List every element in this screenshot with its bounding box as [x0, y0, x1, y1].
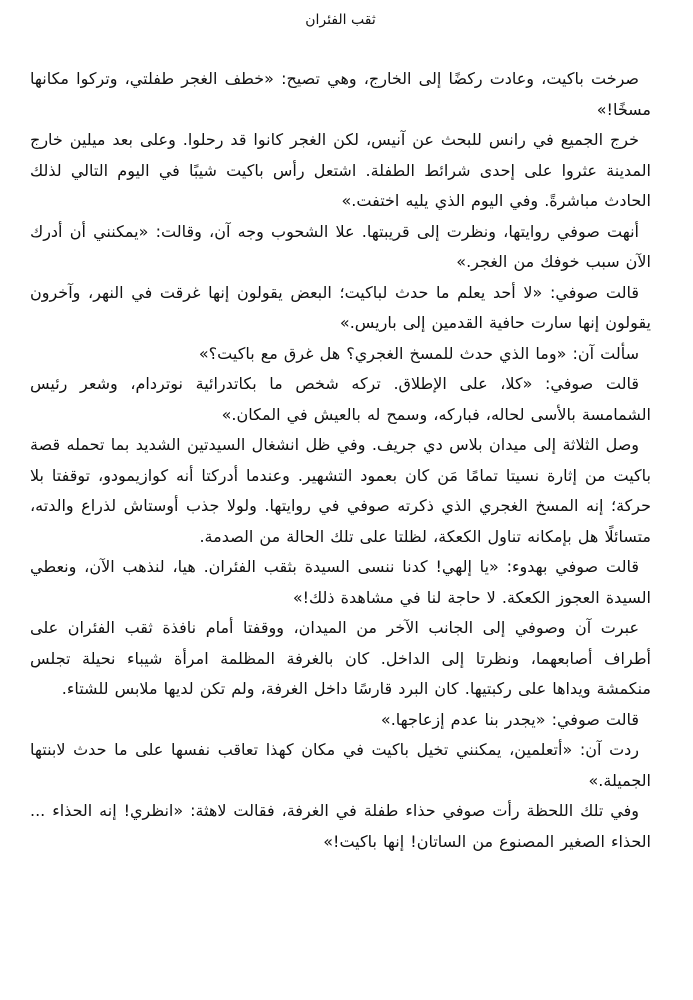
paragraph: قالت صوفي بهدوء: «يا إلهي! كدنا ننسى السيدة بثقب الفئران. هيا، لنذهب الآن، ونعطي السيدة العجوز الكعكة. لا حاجة لنا في مشاهدة ذلك!» — [30, 557, 651, 607]
paragraph: قالت صوفي: «يجدر بنا عدم إزعاجها.» — [380, 709, 639, 729]
paragraph: وفي تلك اللحظة رأت صوفي حذاء طفلة في الغرفة، فقالت لاهثة: «انظري! إنه الحذاء ... الحذاء الصغير المصنوع من الساتان! إنها باكيت!» — [30, 801, 651, 851]
paragraph: أنهت صوفي روايتها، ونظرت إلى قريبتها. علا الشحوب وجه آن، وقالت: «يمكنني أن أدرك الآن سبب خوفك من الغجر.» — [30, 221, 651, 271]
paragraph: وصل الثلاثة إلى ميدان بلاس دي جريف. وفي ظل انشغال السيدتين الشديد بما تحمله قصة باكيت من إثارة نسيتا تمامًا مَن كان بعمود التشهير. وعندما أدركتا أنه كوازيمودو، توقفتا بلا حركة؛ إنه المسخ الغجري الذي ذكرته صوفي في روايتها. ولولا جذب أوستاش لذراع والدته، متسائلًا هل بإمكانه تناول الكعكة، لظلتا على تلك الحالة من الصدمة. — [30, 435, 651, 546]
paragraph: خرج الجميع في رانس للبحث عن آنيس، لكن الغجر كانوا قد رحلوا. وعلى بعد ميلين خارج المدينة عثروا على إحدى شرائط الطفلة. اشتعل رأس باكيت شيبًا في اليوم التالي لذلك الحادث مباشرةً. وفي اليوم الذي يليه اختفت.» — [30, 130, 651, 210]
paragraph: قالت صوفي: «لا أحد يعلم ما حدث لباكيت؛ البعض يقولون إنها غرقت في النهر، وآخرون يقولون إنها سارت حافية القدمين إلى باريس.» — [30, 282, 651, 332]
paragraph: صرخت باكيت، وعادت ركضًا إلى الخارج، وهي تصيح: «خطف الغجر طفلتي، وتركوا مكانها مسخًا!» — [30, 69, 651, 119]
paragraph: عبرت آن وصوفي إلى الجانب الآخر من الميدان، ووقفتا أمام نافذة ثقب الفئران على أطراف أصابعهما، ونظرتا إلى الداخل. كان بالغرفة المظلمة امرأة شيباء نحيلة تجلس منكمشة ويداها على ركبتيها. كان البرد قارسًا داخل الغرفة، ولم تكن لديها ملابس للشتاء. — [30, 618, 651, 698]
paragraph: ردت آن: «أتعلمين، يمكنني تخيل باكيت في مكان كهذا تعاقب نفسها على ما حدث لابنتها الجميلة.» — [30, 740, 651, 790]
paragraph: قالت صوفي: «كلا، على الإطلاق. تركه شخص ما بكاتدرائية نوتردام، وشعر رئيس الشمامسة بالأسى لحاله، فباركه، وسمح له بالعيش في المكان.» — [30, 374, 651, 424]
paragraph: سألت آن: «وما الذي حدث للمسخ الغجري؟ هل غرق مع باكيت؟» — [198, 343, 639, 363]
running-header: ثقب الفئران — [305, 12, 376, 28]
